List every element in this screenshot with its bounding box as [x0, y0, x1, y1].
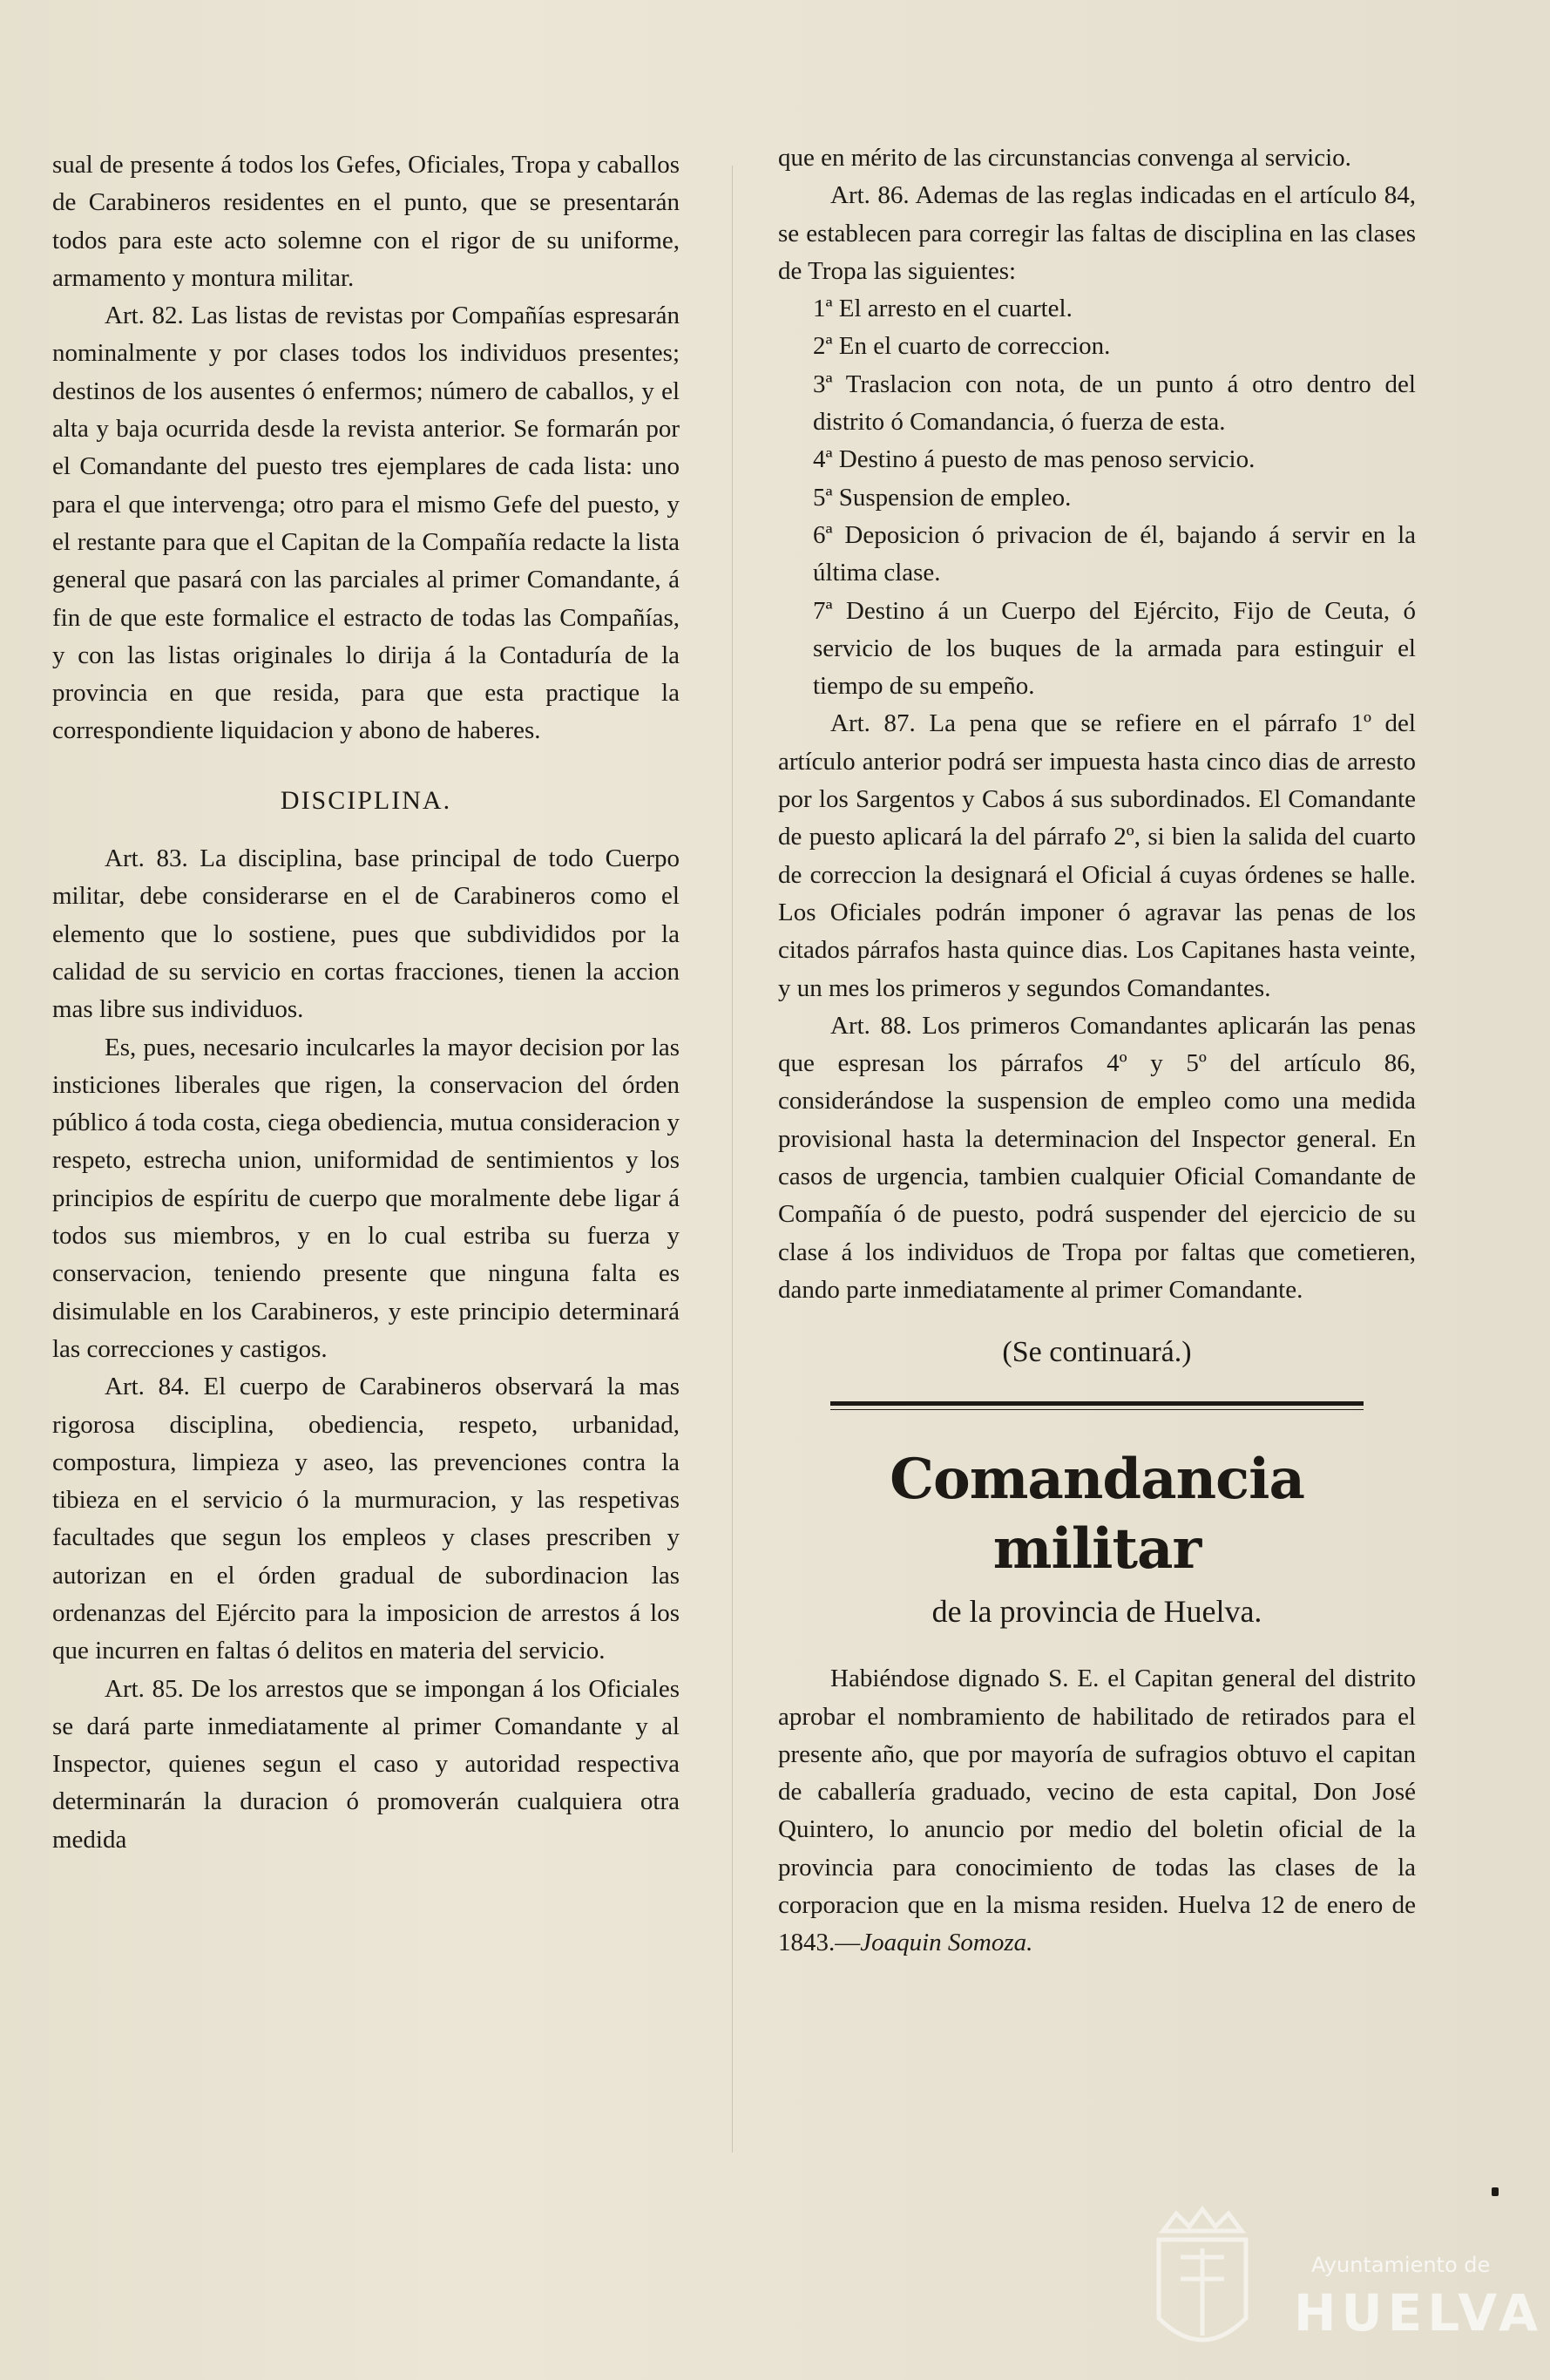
article-85: Art. 85. De los arrestos que se impongan á los Oficiales se dará parte inmediatamente al primer Comandante y al Inspector, quienes segun el caso y autoridad respectiva determinarán la duracion ó promoverán cualquiera otra medida [52, 1674, 680, 1854]
list-item: 1ª El arresto en el cuartel. [813, 295, 1073, 323]
announcement-paragraph [778, 1660, 1416, 1962]
watermark-line-2: HUELVA [1294, 2283, 1544, 2343]
continues-note: (Se continuará.) [1002, 1336, 1192, 1369]
right-paragraph-1: que en mérito de las circunstancias convenga al servicio. [778, 144, 1351, 172]
article-83: Art. 83. La disciplina, base principal de todo Cuerpo militar, debe considerarse en el de Carabineros como el elemento que lo sostiene, pues que subdivididos por la calidad de su servicio en cortas fracciones, tienen la accion mas libre sus individuos. [52, 844, 680, 1024]
left-paragraph-1: sual de presente á todos los Gefes, Oficiales, Tropa y caballos de Carabineros residentes en el punto, que se presentarán todos para este acto solemne con el rigor de su uniforme, armamento y montura militar. [52, 151, 680, 292]
article-88: Art. 88. Los primeros Comandantes aplicarán las penas que espresan los párrafos 4º y 5º del artículo 86, considerándose la suspension de empleo como una medida provisional hasta la determinacion del Inspector general. En casos de urgencia, tambien cualquier Oficial Comandante de Compañía ó de puesto, podrá suspender del ejercicio de su clase á los individuos de Tropa por faltas que cometieren, dando parte inmediatamente al primer Comandante. [778, 1011, 1416, 1304]
announcement-text: Habiéndose dignado S. E. el Capitan general del distrito aprobar el nombramiento de habilitado de retirados para el presente año, que por mayoría de sufragios obtuvo el capitan de caballería graduado, vecino de esta capital, Don José Quintero, lo anuncio por medio del boletin oficial de la provincia para conocimiento de todas las clases de la corporacion que en la misma residen. Huelva 12 de enero de 1843.— [778, 1665, 1416, 1957]
list-item: 6ª Deposicion ó privacion de él, bajando á servir en la última clase. [813, 520, 1416, 587]
article-87: Art. 87. La pena que se refiere en el párrafo 1º del artículo anterior podrá ser impuesta hasta cinco dias de arresto por los Sargentos y Cabos á sus subordinados. El Comandante de puesto aplicará la del párrafo 2º, si bien la salida del cuarto de correccion la designará el Oficial á cuyas órdenes se halle. Los Oficiales podrán imponer ó agravar las penas de los citados párrafos hasta quince dias. Los Capitanes hasta veinte, y un mes los primeros y segundos Comandantes. [778, 709, 1416, 1002]
list-item: 4ª Destino á puesto de mas penoso servicio. [813, 445, 1256, 474]
ink-dot [1492, 2187, 1499, 2196]
section-divider [778, 1401, 1416, 1411]
article-84: Art. 84. El cuerpo de Carabineros observará la mas rigorosa disciplina, obediencia, respeto, urbanidad, compostura, limpieza y aseo, las prevenciones contra la tibieza en el servicio ó la murmuracion, y las respetivas facultades que segun los empleos y clases prescriben y autorizan en el órden gradual de subordinacion las ordenanzas del Ejército para la imposicion de arrestos á los que incurren en faltas ó delitos en materia del servicio. [52, 1373, 680, 1665]
left-paragraph-es-pues: Es, pues, necesario inculcarles la mayor decision por las insticiones liberales que rigen, la conservacion del órden público á toda costa, ciega obediencia, mutua consideracion y respeto, estrecha union, uniformidad de sentimientos y los principios de espíritu de cuerpo que moralmente debe ligar á todos sus miembros, y en lo cual estriba su fuerza y conservacion, teniendo presente que ninguna falta es disimulable en los Carabineros, y este principio determinará las correcciones y castigos. [52, 1033, 680, 1363]
section-heading-disciplina: DISCIPLINA. [280, 785, 452, 815]
list-item: 7ª Destino á un Cuerpo del Ejército, Fijo de Ceuta, ó servicio de los buques de la armada para estinguir el tiempo de su empeño. [813, 596, 1416, 701]
watermark-line-1: Ayuntamiento de [1311, 2253, 1491, 2277]
article-86: Art. 86. Ademas de las reglas indicadas en el artículo 84, se establecen para corregir las faltas de disciplina en las clases de Tropa las siguientes: [778, 181, 1416, 285]
signature: Joaquin Somoza. [860, 1929, 1033, 1957]
list-item: 2ª En el cuarto de correccion. [813, 332, 1111, 361]
list-item: 5ª Suspension de empleo. [813, 483, 1072, 512]
right-column [778, 139, 1416, 1963]
left-column [52, 146, 680, 1859]
article-82: Art. 82. Las listas de revistas por Compañías espresarán nominalmente y por clases todos los individuos presentes; destinos de los ausentes ó enfermos; número de caballos, y el alta y baja ocurrida desde la revista anterior. Se formarán por el Comandante del puesto tres ejemplares de cada lista: uno para el que intervenga; otro para el mismo Gefe del puesto, y el restante para que el Capitan de la Compañía redacte la lista general que pasará con las parciales al primer Comandante, á fin de que este formalice el estracto de todas las Compañías, y con las listas originales lo dirija á la Contaduría de la provincia en que resida, para que esta practique la correspondiente liquidacion y abono de haberes. [52, 302, 680, 745]
section-subtitle: de la provincia de Huelva. [931, 1594, 1262, 1629]
column-divider [732, 166, 733, 2153]
list-item: 3ª Traslacion con nota, de un punto á otro dentro del distrito ó Comandancia, ó fuerza de esta. [813, 370, 1416, 437]
section-title: Comandancia militar [890, 1447, 1304, 1582]
